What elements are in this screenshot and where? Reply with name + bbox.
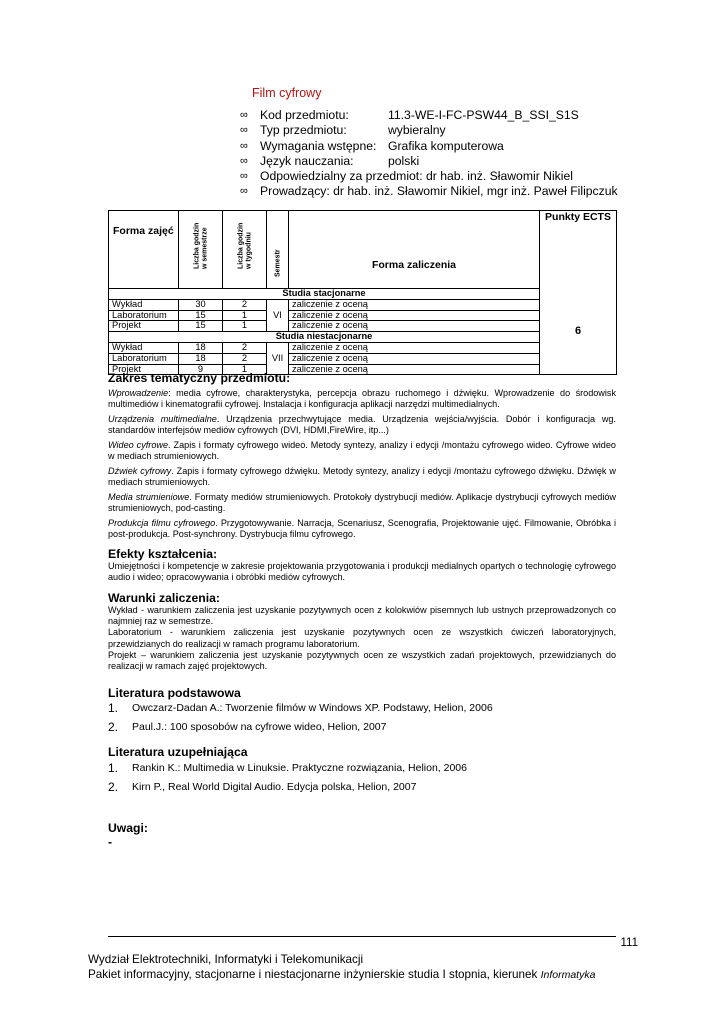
zakres-item: Wideo cyfrowe. Zapis i formaty cyfrowego wideo. Metody syntezy, analizy i edycji /montażu cyfrowego wideo. Cyfrowe wideo w mediach strumieniowych. <box>108 440 616 462</box>
lit-podst-list <box>108 701 493 739</box>
list-item: 2. Paul.J.: 100 sposobów na cyfrowe wideo, Helion, 2007 <box>108 720 387 734</box>
warunki-text <box>108 605 616 672</box>
course-info-list <box>240 108 618 200</box>
section-stacjonarne: Studia stacjonarne <box>109 289 540 300</box>
zakres-heading: Zakres tematyczny przedmiotu: <box>108 371 291 385</box>
cell-forma: Laboratorium <box>109 353 179 364</box>
cell-forma: Projekt <box>109 364 179 375</box>
footer-divider <box>108 936 616 937</box>
table-header-row <box>109 211 617 289</box>
list-item: 1. Owczarz-Dadan A.: Tworzenie filmów w Windows XP. Podstawy, Helion, 2006 <box>108 701 493 715</box>
list-item: 1. Rankin K.: Multimedia w Linuksie. Praktyczne rozwiązania, Helion, 2006 <box>108 761 467 775</box>
cell-semester: VII <box>267 342 289 374</box>
info-item-code: ∞ Kod przedmiotu: 11.3-WE-I-FC-PSW44_B_SSI_S1S <box>240 108 579 122</box>
zakres-item: Wprowadzenie: media cyfrowe, charakterystyka, percepcja obrazu ruchomego i dźwięku. Wprowadzenie do środowisk multimediów i kinematografii cyfrowej. Instalacja i konfiguracja aplikacji narzędzi multimedialnych. <box>108 388 616 410</box>
header-zaliczenie: Forma zaliczenia <box>289 211 540 289</box>
info-item-teachers: ∞ Prowadzący: dr hab. inż. Sławomir Nikiel, mgr inż. Paweł Filipczuk <box>240 184 618 199</box>
cell-hours-week: 1 <box>223 321 267 332</box>
footer-faculty: Wydział Elektrotechniki, Informatyki i Telekomunikacji <box>88 953 364 966</box>
infinity-bullet-icon: ∞ <box>240 139 248 152</box>
cell-hours-sem: 30 <box>179 299 223 310</box>
zakres-item: Urządzenia multimedialne. Urządzenia przechwytujące media. Urządzenia wejścia/wyjścia. Dobór i konfiguracja wg. standardów interfejsów mediów cyfrowych (DVI, HDMI,FireWire, itp...) <box>108 414 616 436</box>
cell-hours-week: 2 <box>223 342 267 353</box>
footer-package: Pakiet informacyjny, stacjonarne i niestacjonarne inżynierskie studia I stopnia, kierunek Informatyka <box>88 968 596 981</box>
lit-uzup-heading: Literatura uzupełniająca <box>108 745 248 759</box>
section-niestacjonarne: Studia niestacjonarne <box>109 332 540 343</box>
header-ects: Punkty ECTS <box>540 211 617 289</box>
zakres-item: Produkcja filmu cyfrowego. Przygotowywanie. Narracja, Scenariusz, Scenografia, Projektowanie ujęć. Filmowanie, Obróbka i post-produkcja. Post-synchrony. Dystrybucja filmu cyfrowego. <box>108 518 616 540</box>
cell-forma: Projekt <box>109 321 179 332</box>
cell-zaliczenie: zaliczenie z oceną <box>289 342 540 353</box>
cell-hours-sem: 15 <box>179 321 223 332</box>
cell-forma: Laboratorium <box>109 310 179 321</box>
hours-table <box>108 210 617 375</box>
cell-hours-week: 2 <box>223 353 267 364</box>
cell-zaliczenie: zaliczenie z oceną <box>289 310 540 321</box>
cell-hours-sem: 18 <box>179 342 223 353</box>
header-forma: Forma zajęć <box>109 211 179 289</box>
page-number: 111 <box>620 937 638 949</box>
cell-hours-sem: 18 <box>179 353 223 364</box>
header-semester: Semestr <box>267 211 289 289</box>
cell-forma: Wykład <box>109 342 179 353</box>
cell-zaliczenie: zaliczenie z oceną <box>289 299 540 310</box>
cell-semester: VI <box>267 299 289 331</box>
course-title: Film cyfrowy <box>252 86 322 100</box>
cell-hours-week: 1 <box>223 310 267 321</box>
ects-value: 6 <box>540 289 617 375</box>
info-item-type: ∞ Typ przedmiotu: wybieralny <box>240 123 446 138</box>
warunki-line: Wykład - warunkiem zaliczenia jest uzyskanie pozytywnych ocen z kolokwiów pisemnych lub ustnych przeprowadzonych co najmniej raz w semestrze. <box>108 605 616 627</box>
info-item-language: ∞ Język nauczania: polski <box>240 153 420 168</box>
header-hours-week: Liczba godzin w tygodniu <box>223 211 267 289</box>
cell-zaliczenie: zaliczenie z oceną <box>289 321 540 332</box>
warunki-line: Laboratorium - warunkiem zaliczenia jest uzyskanie pozytywnych ocen ze wszystkich ćwiczeń laboratoryjnych, przewidzianych do realizacji w ramach programu laboratorium. <box>108 627 616 649</box>
efekty-text: Umiejętności i kompetencje w zakresie projektowania przygotowania i produkcji medialnych opartych o technologię cyfrowego audio i wideo; opracowywania i obróbki mediów cyfrowych. <box>108 561 616 583</box>
cell-zaliczenie: zaliczenie z oceną <box>289 353 540 364</box>
infinity-bullet-icon: ∞ <box>240 170 248 183</box>
uwagi-text: - <box>108 835 113 849</box>
warunki-heading: Warunki zaliczenia: <box>108 591 220 605</box>
infinity-bullet-icon: ∞ <box>240 109 248 121</box>
cell-hours-sem: 9 <box>179 364 223 375</box>
list-item: 2. Kirn P., Real World Digital Audio. Edycja polska, Helion, 2007 <box>108 780 417 794</box>
infinity-bullet-icon: ∞ <box>240 124 248 137</box>
cell-zaliczenie: zaliczenie z oceną <box>289 364 540 375</box>
lit-uzup-list <box>108 761 467 799</box>
efekty-heading: Efekty kształcenia: <box>108 547 218 561</box>
cell-forma: Wykład <box>109 299 179 310</box>
lit-podst-heading: Literatura podstawowa <box>108 686 241 700</box>
header-hours-semester: Liczba godzin w semestrze <box>179 211 223 289</box>
cell-hours-week: 2 <box>223 299 267 310</box>
cell-hours-week: 1 <box>223 364 267 375</box>
infinity-bullet-icon: ∞ <box>240 185 248 198</box>
zakres-item: Media strumieniowe. Formaty mediów strumieniowych. Protokoły dystrybucji mediów. Aplikacje dystrybucji cyfrowych mediów strumieniowych, pod-casting. <box>108 492 616 514</box>
cell-hours-sem: 15 <box>179 310 223 321</box>
zakres-item: Dźwiek cyfrowy. Zapis i formaty cyfrowego dźwięku. Metody syntezy, analizy i edycji /montażu cyfrowego dźwięku. Dźwięk w mediach strumieniowych. <box>108 466 616 488</box>
info-item-prereq: ∞ Wymagania wstępne: Grafika komputerowa <box>240 138 504 153</box>
section-row <box>109 289 617 300</box>
info-item-responsible: ∞ Odpowiedzialny za przedmiot: dr hab. inż. Sławomir Nikiel <box>240 169 573 184</box>
infinity-bullet-icon: ∞ <box>240 154 248 167</box>
warunki-line: Projekt – warunkiem zaliczenia jest uzyskanie pozytywnych ocen ze wszystkich zadań projektowych, przewidzianych do realizacji w ramach zajęć projektowych. <box>108 649 616 672</box>
uwagi-heading: Uwagi: <box>108 821 148 835</box>
